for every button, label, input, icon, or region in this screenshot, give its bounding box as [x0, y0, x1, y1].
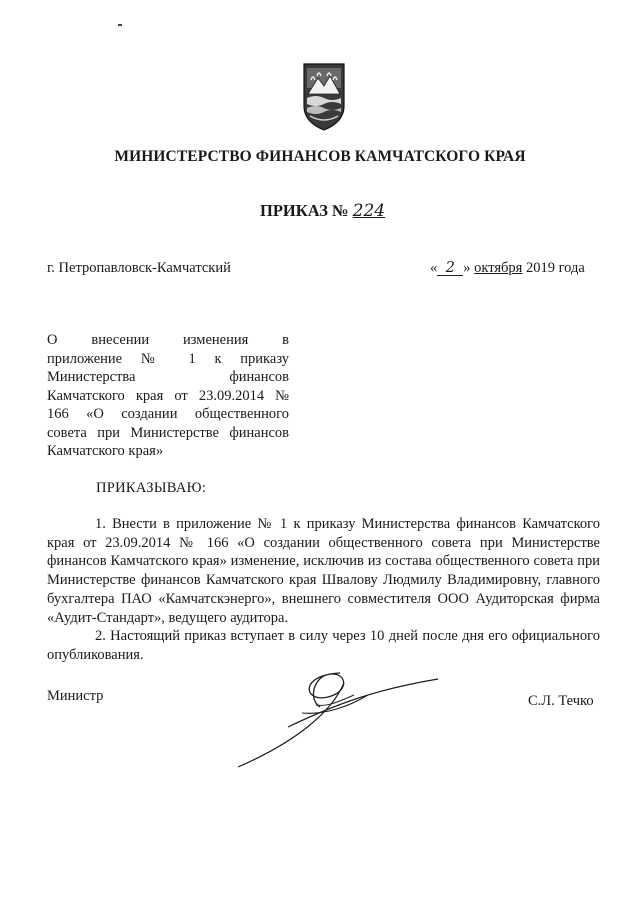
date-close-quote: » — [463, 260, 471, 276]
order-date — [430, 260, 585, 277]
order-title — [260, 201, 385, 221]
subject-line: Камчатского края от 23.09.2014 № — [47, 387, 289, 404]
order-number: 224 — [352, 201, 386, 221]
date-day: 2 — [437, 261, 463, 276]
subject-line: совета при Министерстве финансов — [47, 424, 289, 441]
subject-line: приложение № 1 к приказу — [47, 350, 289, 367]
date-year: 2019 года — [525, 260, 585, 276]
subject-line: Министерства финансов — [47, 369, 289, 385]
subject-line: Камчатского края» — [47, 443, 164, 459]
order-title-label: ПРИКАЗ № — [260, 201, 349, 220]
paragraph-text: 1. Внести в приложение № 1 к приказу Министерства финансов Камчатского края от 23.09.2014 № 166 «О создании общественного совета при Министерстве финансов Камчатского края» изменение, исключив из состава общественного совета при Министерстве финансов Камчатского края Швалову Людмилу Владимировну, главного бухгалтера ПАО «Камчатскэнерго», внешнего совместителя ООО Аудиторская фирма «Аудит-Стандарт», ведущего аудитора. — [47, 516, 600, 626]
ministry-name: МИНИСТЕРСТВО ФИНАНСОВ КАМЧАТСКОГО КРАЯ — [114, 148, 526, 165]
subject-line: О внесении изменения в — [47, 332, 289, 348]
handwritten-signature — [228, 655, 448, 770]
signer-position: Министр — [47, 688, 104, 704]
order-body — [47, 515, 600, 665]
order-subject — [47, 331, 289, 461]
subject-line: 166 «О создании общественного — [47, 406, 289, 422]
city: г. Петропавловск-Камчатский — [47, 260, 231, 276]
date-month: октября — [474, 260, 523, 276]
order-verb: ПРИКАЗЫВАЮ: — [96, 480, 207, 496]
paragraph-text: 2. Настоящий приказ вступает в силу через 10 дней после дня его официального опубликования. — [47, 628, 600, 663]
scan-speck — [118, 24, 122, 26]
order-paragraph — [47, 515, 600, 627]
signer-name: С.Л. Течко — [528, 693, 594, 709]
kamchatka-coat-of-arms-icon — [302, 60, 346, 132]
date-open-quote: « — [430, 260, 438, 276]
